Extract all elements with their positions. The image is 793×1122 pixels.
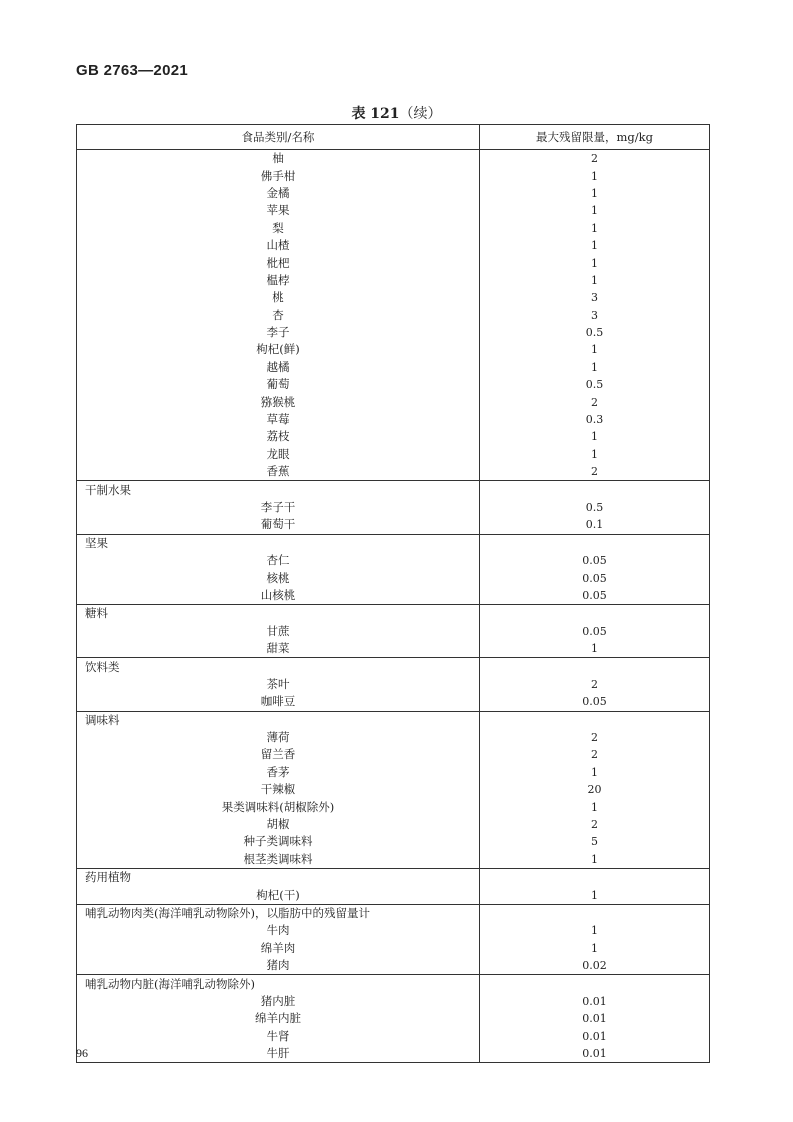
table-caption-title: 表 121	[351, 106, 400, 122]
food-name-cell: 牛肾	[77, 1028, 480, 1045]
table-group-row	[77, 904, 710, 922]
max-limit-cell: 0.5	[585, 378, 604, 392]
food-name-cell: 山楂	[77, 237, 480, 254]
table-row	[77, 516, 710, 534]
max-limit-cell: 1	[591, 430, 598, 444]
empty-limit-cell	[480, 534, 710, 552]
food-name-cell: 柚	[77, 150, 480, 168]
table-row	[77, 552, 710, 569]
max-limit-cell: 5	[591, 835, 598, 849]
max-limit-cell: 20	[587, 783, 602, 797]
max-limit-cell: 0.05	[582, 554, 607, 568]
max-limit-cell: 1	[591, 360, 598, 374]
max-limit-cell: 2	[591, 677, 598, 691]
food-name-cell: 牛肉	[77, 922, 480, 939]
food-name-cell: 山核桃	[77, 587, 480, 605]
table-row	[77, 307, 710, 324]
max-limit-cell: 0.01	[582, 1029, 607, 1043]
food-name-cell: 茶叶	[77, 676, 480, 693]
table-group-row	[77, 658, 710, 676]
food-name-cell: 胡椒	[77, 816, 480, 833]
food-name-cell: 核桃	[77, 569, 480, 586]
max-limit-cell: 1	[591, 169, 598, 183]
food-name-cell: 枸杞(干)	[77, 886, 480, 904]
empty-limit-cell	[480, 869, 710, 887]
table-row	[77, 463, 710, 481]
max-limit-cell: 2	[591, 152, 598, 166]
table-row	[77, 220, 710, 237]
max-limit-cell: 1	[591, 447, 598, 461]
table-row	[77, 428, 710, 445]
empty-limit-cell	[480, 481, 710, 499]
food-name-cell: 李子干	[77, 499, 480, 516]
table-caption-cont: （续）	[399, 106, 442, 122]
max-limit-cell: 1	[591, 186, 598, 200]
table-row	[77, 1028, 710, 1045]
food-name-cell: 枇杷	[77, 254, 480, 271]
page-number: 96	[76, 1046, 88, 1060]
table-row	[77, 640, 710, 658]
table-row	[77, 167, 710, 184]
table-row	[77, 376, 710, 393]
column-header-max-limit: 最大残留限量，mg/kg	[480, 125, 710, 150]
food-name-cell: 甘蔗	[77, 623, 480, 640]
food-name-cell: 葡萄	[77, 376, 480, 393]
table-group-row	[77, 534, 710, 552]
food-name-cell: 李子	[77, 324, 480, 341]
max-limit-cell: 0.5	[585, 501, 604, 514]
table-group-row	[77, 869, 710, 887]
empty-limit-cell	[480, 658, 710, 676]
food-name-cell: 果类调味料(胡椒除外)	[77, 798, 480, 815]
max-limit-cell: 2	[591, 748, 598, 762]
table-row	[77, 833, 710, 850]
max-limit-cell: 0.01	[582, 994, 607, 1008]
food-name-cell: 根茎类调味料	[77, 851, 480, 869]
max-limit-cell: 1	[591, 204, 598, 218]
food-name-cell: 牛肝	[77, 1045, 480, 1063]
table-group-row	[77, 481, 710, 499]
table-row	[77, 150, 710, 168]
table-row	[77, 185, 710, 202]
max-limit-cell: 1	[591, 924, 598, 938]
food-name-cell: 干辣椒	[77, 781, 480, 798]
max-limit-cell: 2	[591, 465, 598, 479]
table-row	[77, 676, 710, 693]
empty-limit-cell	[480, 904, 710, 922]
max-limit-cell: 2	[591, 731, 598, 745]
food-category-label: 调味料	[77, 711, 480, 729]
max-limit-cell: 2	[591, 395, 598, 409]
empty-limit-cell	[480, 605, 710, 623]
table-row	[77, 1010, 710, 1027]
max-limit-cell: 0.05	[582, 588, 607, 602]
table-row	[77, 324, 710, 341]
table-row	[77, 202, 710, 219]
food-name-cell: 枸杞(鲜)	[77, 341, 480, 358]
table-row	[77, 798, 710, 815]
max-limit-cell: 2	[591, 818, 598, 832]
food-name-cell: 留兰香	[77, 746, 480, 763]
table-row	[77, 272, 710, 289]
max-limit-cell: 3	[591, 308, 598, 322]
food-name-cell: 杏仁	[77, 552, 480, 569]
table-row	[77, 764, 710, 781]
table-row	[77, 816, 710, 833]
food-name-cell: 佛手柑	[77, 167, 480, 184]
residue-limit-table	[76, 124, 710, 1063]
max-limit-cell: 0.05	[582, 695, 607, 709]
food-category-label: 糖料	[77, 605, 480, 623]
food-category-label: 饮料类	[77, 658, 480, 676]
max-limit-cell: 1	[591, 239, 598, 253]
table-caption	[0, 103, 793, 123]
food-name-cell: 咖啡豆	[77, 693, 480, 711]
table-row	[77, 341, 710, 358]
table-row	[77, 254, 710, 271]
max-limit-cell: 1	[591, 888, 598, 902]
table-header-row	[77, 125, 710, 150]
table-row	[77, 693, 710, 711]
table-row	[77, 411, 710, 428]
empty-limit-cell	[480, 975, 710, 993]
table-row	[77, 922, 710, 939]
food-name-cell: 榅桲	[77, 272, 480, 289]
table-row	[77, 729, 710, 746]
table-row	[77, 237, 710, 254]
max-limit-cell: 0.1	[585, 518, 604, 532]
standard-code: GB 2763—2021	[76, 62, 189, 79]
food-name-cell: 猪内脏	[77, 993, 480, 1010]
food-name-cell: 荔枝	[77, 428, 480, 445]
food-name-cell: 薄荷	[77, 729, 480, 746]
table-row	[77, 940, 710, 957]
table-row	[77, 499, 710, 516]
max-limit-cell: 1	[591, 343, 598, 357]
table-row	[77, 623, 710, 640]
table-row	[77, 1045, 710, 1063]
max-limit-cell: 1	[591, 800, 598, 814]
table-row	[77, 957, 710, 975]
max-limit-cell: 1	[591, 852, 598, 866]
food-name-cell: 猕猴桃	[77, 393, 480, 410]
max-limit-cell: 1	[591, 273, 598, 287]
food-name-cell: 香茅	[77, 764, 480, 781]
food-name-cell: 葡萄干	[77, 516, 480, 534]
food-name-cell: 龙眼	[77, 446, 480, 463]
empty-limit-cell	[480, 711, 710, 729]
food-name-cell: 越橘	[77, 359, 480, 376]
table-row	[77, 289, 710, 306]
food-name-cell: 桃	[77, 289, 480, 306]
food-name-cell: 甜菜	[77, 640, 480, 658]
table-row	[77, 781, 710, 798]
max-limit-cell: 3	[591, 291, 598, 305]
food-category-label: 哺乳动物肉类(海洋哺乳动物除外)，以脂肪中的残留量计	[77, 904, 480, 922]
food-name-cell: 香蕉	[77, 463, 480, 481]
food-name-cell: 梨	[77, 220, 480, 237]
table-row	[77, 359, 710, 376]
food-category-label: 药用植物	[77, 869, 480, 887]
table-row	[77, 393, 710, 410]
max-limit-cell: 0.02	[582, 959, 607, 973]
table-row	[77, 993, 710, 1010]
table-row	[77, 886, 710, 904]
table-row	[77, 569, 710, 586]
table-row	[77, 746, 710, 763]
food-name-cell: 草莓	[77, 411, 480, 428]
table-group-row	[77, 605, 710, 623]
max-limit-cell: 1	[591, 765, 598, 779]
max-limit-cell: 0.01	[582, 1047, 607, 1061]
max-limit-cell: 1	[591, 221, 598, 235]
food-name-cell: 金橘	[77, 185, 480, 202]
food-category-label: 坚果	[77, 534, 480, 552]
food-name-cell: 猪肉	[77, 957, 480, 975]
table-group-row	[77, 975, 710, 993]
food-category-label: 干制水果	[77, 481, 480, 499]
food-name-cell: 种子类调味料	[77, 833, 480, 850]
food-name-cell: 苹果	[77, 202, 480, 219]
table-row	[77, 446, 710, 463]
food-name-cell: 绵羊肉	[77, 940, 480, 957]
max-limit-cell: 1	[591, 642, 598, 656]
max-limit-cell: 0.01	[582, 1012, 607, 1026]
table-body	[77, 150, 710, 1063]
max-limit-cell: 0.05	[582, 624, 607, 638]
table-row	[77, 851, 710, 869]
table-row	[77, 587, 710, 605]
max-limit-cell: 1	[591, 941, 598, 955]
max-limit-cell: 0.5	[585, 326, 604, 340]
food-category-label: 哺乳动物内脏(海洋哺乳动物除外)	[77, 975, 480, 993]
table-group-row	[77, 711, 710, 729]
max-limit-cell: 1	[591, 256, 598, 270]
max-limit-cell: 0.3	[585, 413, 604, 427]
max-limit-cell: 0.05	[582, 571, 607, 585]
food-name-cell: 绵羊内脏	[77, 1010, 480, 1027]
column-header-food-name: 食品类别/名称	[77, 125, 480, 150]
food-name-cell: 杏	[77, 307, 480, 324]
